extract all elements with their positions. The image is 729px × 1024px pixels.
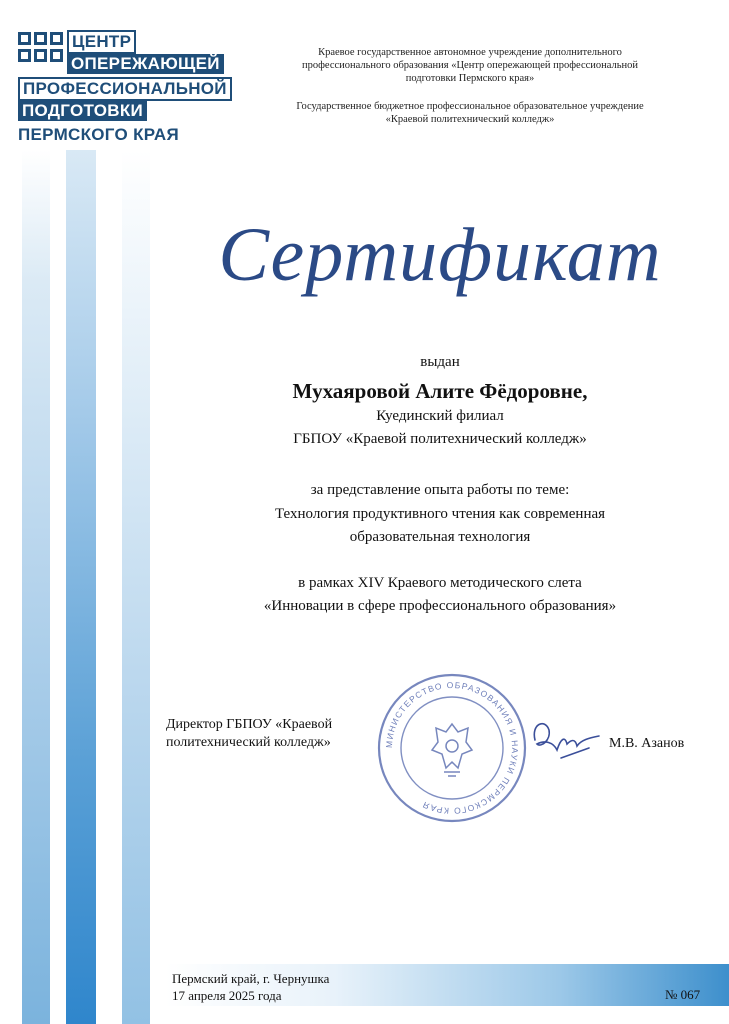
org-line: Краевое государственное автономное учреждение дополнительного (318, 47, 622, 58)
logo-line: ПРОФЕССИОНАЛЬНОЙ (18, 77, 232, 101)
position-line: Директор ГБПОУ «Краевой (166, 717, 333, 732)
logo-square (18, 32, 31, 45)
affiliation-line: Куединский филиал (376, 408, 504, 424)
footer-info (172, 970, 329, 1004)
recipient-name: Мухаяровой Алите Фёдоровне, (292, 379, 588, 403)
footer-place: Пермский край, г. Чернушка (172, 971, 330, 986)
org-line: профессионального образования «Центр опережающей профессиональной (301, 60, 639, 71)
logo-line: ОПЕРЕЖАЮЩЕЙ (67, 54, 224, 74)
signer-position (166, 716, 332, 752)
issued-label: выдан (420, 354, 460, 370)
org-line: Государственное бюджетное профессиональное образовательное учреждение (296, 101, 644, 112)
logo (18, 30, 233, 145)
logo-line: ПОДГОТОВКИ (18, 101, 147, 121)
topic-line: Технология продуктивного чтения как современная (274, 506, 606, 522)
organizer-1 (258, 46, 682, 85)
logo-square (50, 32, 63, 45)
topic-line: образовательная технология (349, 529, 531, 545)
stamp-text: МИНИСТЕРСТВО ОБРАЗОВАНИЯ И НАУКИ ПЕРМСКОГО КРАЯ (383, 679, 521, 817)
certificate-number: № 067 (665, 987, 701, 1002)
event-line: в рамках XIV Краевого методического слета (298, 575, 582, 591)
org-line: подготовки Пермского края» (405, 73, 535, 84)
decor-stripe (122, 150, 150, 1024)
handwritten-signature (527, 710, 607, 770)
event-line: «Инновации в сфере профессионального образования» (263, 598, 617, 614)
decor-stripe (66, 150, 96, 1024)
position-line: политехнический колледж» (166, 735, 331, 750)
logo-square (18, 49, 31, 62)
logo-square (34, 49, 47, 62)
organizer-2 (258, 100, 682, 126)
logo-square (50, 49, 63, 62)
reason-line: за представление опыта работы по теме: (310, 482, 570, 498)
coat-of-arms-icon (432, 724, 472, 776)
affiliation-line: ГБПОУ «Краевой политехнический колледж» (293, 431, 587, 447)
svg-text:МИНИСТЕРСТВО ОБРАЗОВАНИЯ И НАУ (384, 680, 520, 816)
logo-square (34, 32, 47, 45)
decor-stripe (22, 150, 50, 1024)
signer-name: М.В. Азанов (609, 736, 685, 751)
official-stamp (376, 672, 528, 824)
logo-line: ЦЕНТР (67, 30, 136, 54)
logo-line: ПЕРМСКОГО КРАЯ (18, 125, 179, 144)
footer-date: 17 апреля 2025 года (172, 988, 282, 1003)
org-line: «Краевой политехнический колледж» (385, 114, 555, 125)
certificate-title: Сертификат (218, 213, 662, 297)
